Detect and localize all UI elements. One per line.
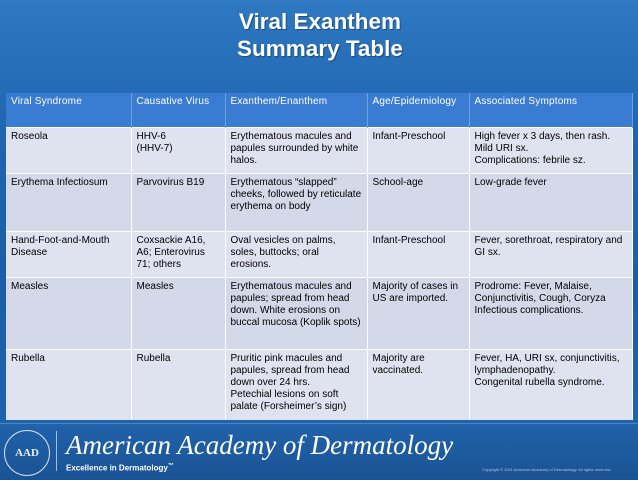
cell-age: Majority of cases in US are imported. [367,278,469,350]
table-row [6,174,632,232]
header-exanthem: Exanthem/Enanthem [225,93,367,128]
header-associated-symptoms: Associated Symptoms [469,93,632,128]
table-row [6,350,632,420]
copyright-notice: Copyright © 2011 American Academy of Dermatology. All rights reserved. [482,467,612,472]
cell-virus: Parvovirus B19 [131,174,225,232]
trademark-mark: ™ [167,463,174,469]
aad-seal-logo [4,430,50,476]
cell-syndrome: Roseola [6,128,131,174]
cell-age: Infant-Preschool [367,128,469,174]
cell-age: Majority are vaccinated. [367,350,469,420]
title-line-2: Summary Table [237,36,403,61]
summary-table [6,93,633,420]
cell-exanthem: Erythematous macules and papules; spread from head down. White erosions on buccal mucosa (Koplik spots) [225,278,367,350]
cell-exanthem: Erythematous “slapped” cheeks, followed by reticulate erythema on body [225,174,367,232]
cell-symptoms: Fever, sorethroat, respiratory and GI sx. [469,232,632,278]
cell-virus: Rubella [131,350,225,420]
cell-age: Infant-Preschool [367,232,469,278]
cell-virus: HHV-6 (HHV-7) [131,128,225,174]
cell-syndrome: Erythema Infectiosum [6,174,131,232]
organization-name: American Academy of Dermatology [66,430,454,460]
cell-syndrome: Rubella [6,350,131,420]
seal-text: AAD [15,447,39,459]
header-causative-virus: Causative Virus [131,93,225,128]
cell-virus: Measles [131,278,225,350]
cell-virus: Coxsackie A16, A6; Enterovirus 71; others [131,232,225,278]
organization-tagline [66,461,174,474]
cell-exanthem: Pruritic pink macules and papules, spread from head down over 24 hrs. Petechial lesions on soft palate (Forsheimer’s sign) [225,350,367,420]
tagline-text: Excellence in Dermatology [66,463,168,473]
table-header-row [6,93,632,128]
cell-symptoms: High fever x 3 days, then rash. Mild URI sx. Complications: febrile sz. [469,128,632,174]
cell-symptoms: Fever, HA, URI sx, conjunctivitis, lymphadenopathy. Congenital rubella syndrome. [469,350,632,420]
header-viral-syndrome: Viral Syndrome [6,93,131,128]
cell-age: School-age [367,174,469,232]
table-row [6,278,632,350]
slide-title [150,8,490,62]
table-row [6,232,632,278]
cell-syndrome: Hand-Foot-and-Mouth Disease [6,232,131,278]
cell-exanthem: Oval vesicles on palms, soles, buttocks; oral erosions. [225,232,367,278]
title-line-1: Viral Exanthem [238,9,402,34]
cell-syndrome: Measles [6,278,131,350]
cell-exanthem: Erythematous macules and papules surrounded by white halos. [225,128,367,174]
header-age-epidemiology: Age/Epidemiology [367,93,469,128]
footer-divider [56,431,57,471]
cell-symptoms: Low-grade fever [469,174,632,232]
cell-symptoms: Prodrome: Fever, Malaise, Conjunctivitis, Cough, Coryza Infectious complications. [469,278,632,350]
table-row [6,128,632,174]
